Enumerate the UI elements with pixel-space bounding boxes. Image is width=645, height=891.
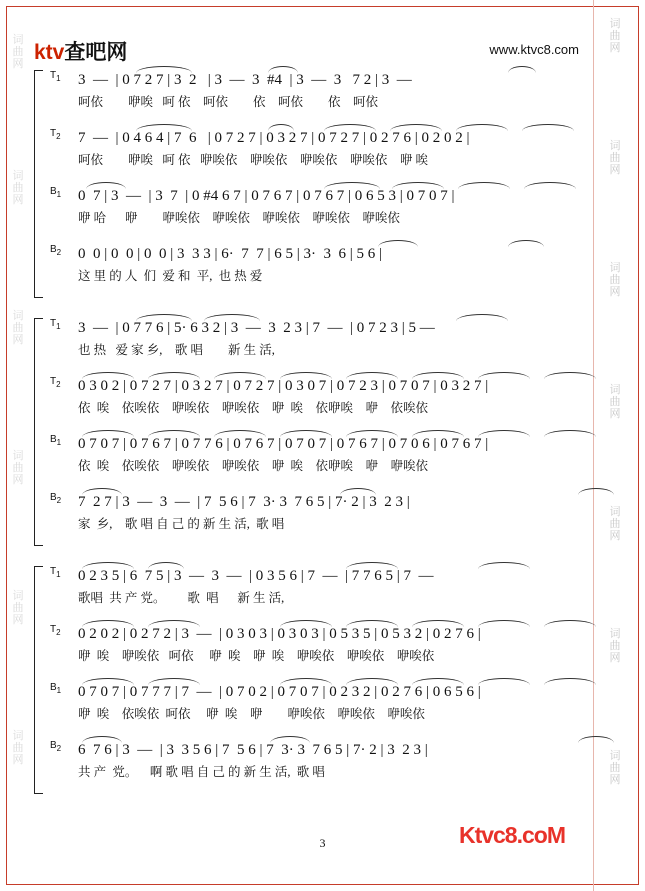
part-label-t1: $T_1$ <box>50 70 61 83</box>
lyrics-b2-3: 共 产 党。 啊 歌 唱 自 己 的 新 生 活, 歌 唱 <box>78 765 325 779</box>
watermark-right: 词 曲 网 词 曲 网 词 曲 网 词 曲 网 词 曲 网 词 曲 网 词 曲 网 <box>593 0 637 891</box>
part-label-b1: $B_1$ <box>50 434 62 447</box>
beam-row <box>78 730 594 738</box>
notes-b1-2: 0 7 0 7 | 0 7 6 7 | 0 7 7 6 | 0 7 6 7 | 0 7 0 7 | 0 7 6 7 | 0 7 0 6 | 0 7 6 7 | <box>78 436 489 452</box>
logo-text-cn: 查吧网 <box>64 40 128 64</box>
stave-t2 <box>34 124 594 182</box>
stave-b2 <box>34 488 594 546</box>
part-label-b2: $B_2$ <box>50 740 62 753</box>
beam-row <box>78 308 594 316</box>
stave-t1 <box>34 66 594 124</box>
beam-row <box>78 118 594 126</box>
beam-row <box>78 614 594 622</box>
part-label-b2: $B_2$ <box>50 244 62 257</box>
stave-b2 <box>34 240 594 298</box>
beam-row <box>78 482 594 490</box>
part-label-t2: $T_2$ <box>50 624 61 637</box>
stave-t2 <box>34 372 594 430</box>
notes-t2-3: 0 2 0 2 | 0 2 7 2 | 3 — | 0 3 0 3 | 0 3 0 3 | 0 5 3 5 | 0 5 3 2 | 0 2 7 6 | <box>78 626 481 642</box>
stave-b1 <box>34 182 594 240</box>
stave-b1 <box>34 678 594 736</box>
lyrics-b2-1: 这 里 的 人 们 爱 和 平, 也 热 爱 <box>78 269 263 283</box>
lyrics-b1-3: 咿 唉 依唉依 呵依 咿 唉 咿 咿唉依 咿唉依 咿唉依 <box>78 707 425 721</box>
site-url: www.ktvc8.com <box>489 42 579 57</box>
beam-row <box>78 60 594 68</box>
lyrics-b1-2: 依 唉 依唉依 咿唉依 咿唉依 咿 唉 依咿唉 咿 咿唉依 <box>78 459 429 473</box>
logo-text: ktv <box>34 41 65 64</box>
lyrics-t2-2: 依 唉 依唉依 咿唉依 咿唉依 咿 唉 依咿唉 咿 依唉依 <box>78 401 429 415</box>
system-3 <box>34 562 594 800</box>
beam-row <box>78 556 594 564</box>
system-2 <box>34 314 594 552</box>
stave-b1 <box>34 430 594 488</box>
stave-t2 <box>34 620 594 678</box>
lyrics-t1-1: 呵依 咿唉 呵 依 呵依 依 呵依 依 呵依 <box>78 95 379 109</box>
notes-t1-1: 3 — | 0 7 2 7 | 3 2 | 3 — 3 #4 | 3 — 3 7 2 | 3 — <box>78 72 412 88</box>
lyrics-t1-3: 歌唱 共 产 党。 歌 唱 新 生 活, <box>78 591 285 605</box>
lyrics-t2-3: 咿 唉 咿唉依 呵依 咿 唉 咿 唉 咿唉依 咿唉依 咿唉依 <box>78 649 435 663</box>
notes-t2-1: 7 — | 0 4 6 4 | 7 6 | 0 7 2 7 | 0 3 2 7 | 0 7 2 7 | 0 2 7 6 | 0 2 0 2 | <box>78 130 470 146</box>
beam-row <box>78 176 594 184</box>
notes-b1-3: 0 7 0 7 | 0 7 7 7 | 7 — | 0 7 0 2 | 0 7 0 7 | 0 2 3 2 | 0 2 7 6 | 0 6 5 6 | <box>78 684 481 700</box>
notes-b2-3: 6 7 6 | 3 — | 3 3 5 6 | 7 5 6 | 7 3· 3 7 6 5 | 7· 2 | 3 2 3 | <box>78 742 428 758</box>
lyrics-t1-2: 也 热 爱 家 乡, 歌 唱 新 生 活, <box>78 343 275 357</box>
part-label-t2: $T_2$ <box>50 376 61 389</box>
system-1 <box>34 66 594 304</box>
notes-t2-2: 0 3 0 2 | 0 7 2 7 | 0 3 2 7 | 0 7 2 7 | 0 3 0 7 | 0 7 2 3 | 0 7 0 7 | 0 3 2 7 | <box>78 378 489 394</box>
music-score <box>34 66 594 810</box>
beam-row <box>78 366 594 374</box>
beam-row <box>78 234 594 242</box>
page-number: 3 <box>319 836 326 850</box>
stave-b2 <box>34 736 594 794</box>
stave-t1 <box>34 314 594 372</box>
lyrics-b2-2: 家 乡, 歌 唱 自 己 的 新 生 活, 歌 唱 <box>78 517 285 531</box>
part-label-t2: $T_2$ <box>50 128 61 141</box>
part-label-b1: $B_1$ <box>50 682 62 695</box>
beam-row <box>78 672 594 680</box>
notes-b2-2: 7 2 7 | 3 — 3 — | 7 5 6 | 7 3· 3 7 6 5 | 7· 2 | 3 2 3 | <box>78 494 410 510</box>
notes-b1-1: 0 7 | 3 — | 3 7 | 0 #4 6 7 | 0 7 6 7 | 0 7 6 7 | 0 6 5 3 | 0 7 0 7 | <box>78 188 455 204</box>
notes-t1-3: 0 2 3 5 | 6 7 5 | 3 — 3 — | 0 3 5 6 | 7 — | 7 7 6 5 | 7 — <box>78 568 434 584</box>
lyrics-b1-1: 咿 哈 咿 咿唉依 咿唉依 咿唉依 咿唉依 咿唉依 <box>78 211 400 225</box>
part-label-t1: $T_1$ <box>50 318 61 331</box>
part-label-b1: $B_1$ <box>50 186 62 199</box>
part-label-b2: $B_2$ <box>50 492 62 505</box>
part-label-t1: $T_1$ <box>50 566 61 579</box>
lyrics-t2-1: 呵依 咿唉 呵 依 咿唉依 咿唉依 咿唉依 咿唉依 咿 唉 <box>78 153 429 167</box>
notes-t1-2: 3 — | 0 7 7 6 | 5· 6 3 2 | 3 — 3 2 3 | 7 — | 0 7 2 3 | 5 — <box>78 320 435 336</box>
stave-t1 <box>34 562 594 620</box>
beam-row <box>78 424 594 432</box>
notes-b2-1: 0 0 | 0 0 | 0 0 | 3 3 3 | 6· 7 7 | 6 5 | 3· 3 6 | 5 6 | <box>78 246 383 262</box>
brand-stamp-text: Ktvc8.coM <box>458 822 565 848</box>
